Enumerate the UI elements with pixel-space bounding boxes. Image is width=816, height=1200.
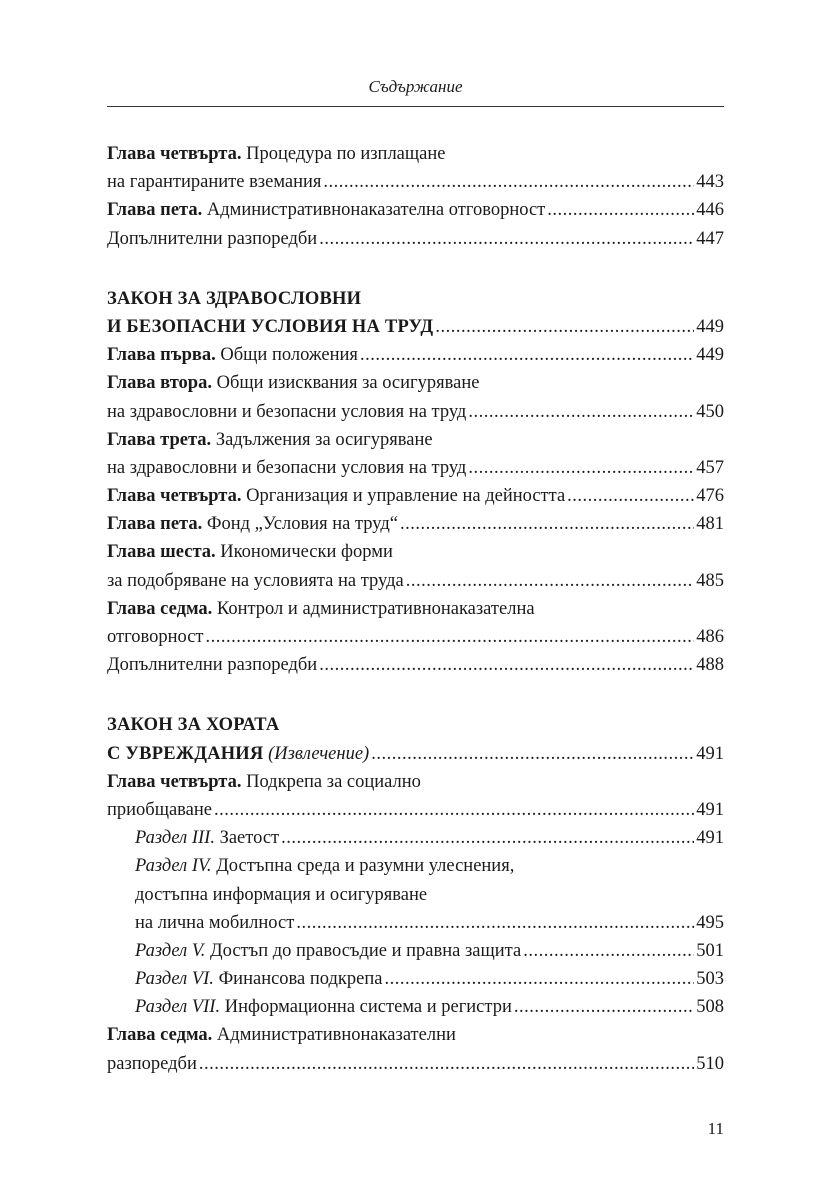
running-header: Съдържание	[368, 77, 463, 96]
page-ref: 501	[696, 940, 724, 961]
toc-entry: Глава пета. Административнонаказателна отговорност ..... 446	[107, 196, 724, 224]
page-ref: 449	[696, 316, 724, 337]
toc-entry: Глава седма. Контрол и административнонаказателна	[107, 598, 535, 619]
page-ref: 488	[696, 655, 724, 676]
leader-dots	[468, 454, 694, 482]
leader-dots	[384, 965, 694, 993]
toc-subentry: Раздел IV. Достъпна среда и разумни улеснения,	[135, 856, 515, 877]
leader-dots	[214, 796, 694, 824]
table-of-contents	[107, 140, 724, 1078]
leader-dots	[360, 341, 694, 369]
toc-entry: на гарантираните вземания ..... 443	[107, 168, 724, 196]
leader-dots	[523, 937, 694, 965]
leader-dots	[319, 651, 694, 679]
toc-entry: отговорност ..... 486	[107, 623, 724, 651]
header-rule	[107, 106, 724, 107]
toc-entry: Глава първа. Общи положения ..... 449	[107, 341, 724, 369]
leader-dots	[281, 824, 694, 852]
leader-dots	[323, 168, 694, 196]
law-title: С УВРЕЖДАНИЯ (Извлечение) ..... 491	[107, 740, 724, 768]
law-title: И БЕЗОПАСНИ УСЛОВИЯ НА ТРУД ..... 449	[107, 313, 724, 341]
toc-subentry: Раздел V. Достъп до правосъдие и правна защита ..... 501	[107, 937, 724, 965]
law-title: ЗАКОН ЗА ЗДРАВОСЛОВНИ	[107, 288, 362, 309]
leader-dots	[547, 196, 694, 224]
toc-subentry: Раздел VII. Информационна система и регистри ..... 508	[107, 993, 724, 1021]
law-title: ЗАКОН ЗА ХОРАТА	[107, 715, 280, 736]
page-ref: 491	[696, 799, 724, 820]
leader-dots	[468, 398, 694, 426]
leader-dots	[567, 482, 694, 510]
page-ref: 447	[696, 228, 724, 249]
toc-subentry: достъпна информация и осигуряване	[135, 884, 428, 905]
toc-entry: на здравословни и безопасни условия на труд ..... 457	[107, 454, 724, 482]
toc-subentry: на лична мобилност ..... 495	[107, 909, 724, 937]
page-ref: 510	[696, 1053, 724, 1074]
page-ref: 491	[696, 743, 724, 764]
page-ref: 450	[696, 401, 724, 422]
toc-entry: приобщаване ..... 491	[107, 796, 724, 824]
page-ref: 476	[696, 486, 724, 507]
page-ref: 486	[696, 627, 724, 647]
page-ref: 491	[696, 828, 724, 849]
leader-dots	[400, 510, 694, 538]
leader-dots	[205, 623, 694, 651]
toc-entry: Глава четвърта. Подкрепа за социално	[107, 771, 421, 792]
toc-entry: Глава шеста. Икономически форми	[107, 542, 393, 563]
toc-entry: за подобряване на условията на труда ..... 485	[107, 567, 724, 595]
page-ref: 485	[696, 570, 724, 591]
toc-entry: Допълнителни разпоредби ..... 488	[107, 651, 724, 679]
leader-dots	[514, 993, 694, 1021]
leader-dots	[406, 567, 694, 595]
leader-dots	[371, 740, 694, 768]
leader-dots	[435, 313, 694, 341]
page-ref: 443	[696, 172, 724, 193]
toc-subentry: Раздел III. Заетост ..... 491	[107, 824, 724, 852]
toc-entry: на здравословни и безопасни условия на труд ..... 450	[107, 398, 724, 426]
leader-dots	[296, 909, 694, 937]
toc-entry: Глава трета. Задължения за осигуряване	[107, 429, 433, 450]
page-ref: 495	[696, 912, 724, 933]
leader-dots	[199, 1050, 694, 1078]
toc-entry: Глава втора. Общи изисквания за осигуряване	[107, 373, 480, 394]
toc-entry: разпоредби ..... 510	[107, 1050, 724, 1078]
toc-subentry: Раздел VI. Финансова подкрепа ..... 503	[107, 965, 724, 993]
page-number: 11	[707, 1119, 724, 1138]
toc-entry: Глава четвърта. Процедура по изплащане	[107, 144, 446, 164]
toc-entry: Глава седма. Административнонаказателни	[107, 1025, 456, 1046]
toc-entry: Допълнителни разпоредби ..... 447	[107, 225, 724, 253]
leader-dots	[319, 225, 694, 253]
page-ref: 446	[696, 200, 724, 221]
page-ref: 503	[696, 969, 724, 990]
page-ref: 481	[696, 514, 724, 535]
toc-entry: Глава четвърта. Организация и управление на дейността ..... 476	[107, 482, 724, 510]
page-ref: 508	[696, 997, 724, 1018]
toc-entry: Глава пета. Фонд „Условия на труд“ ..... 481	[107, 510, 724, 538]
page-ref: 449	[696, 345, 724, 366]
page-ref: 457	[696, 457, 724, 478]
